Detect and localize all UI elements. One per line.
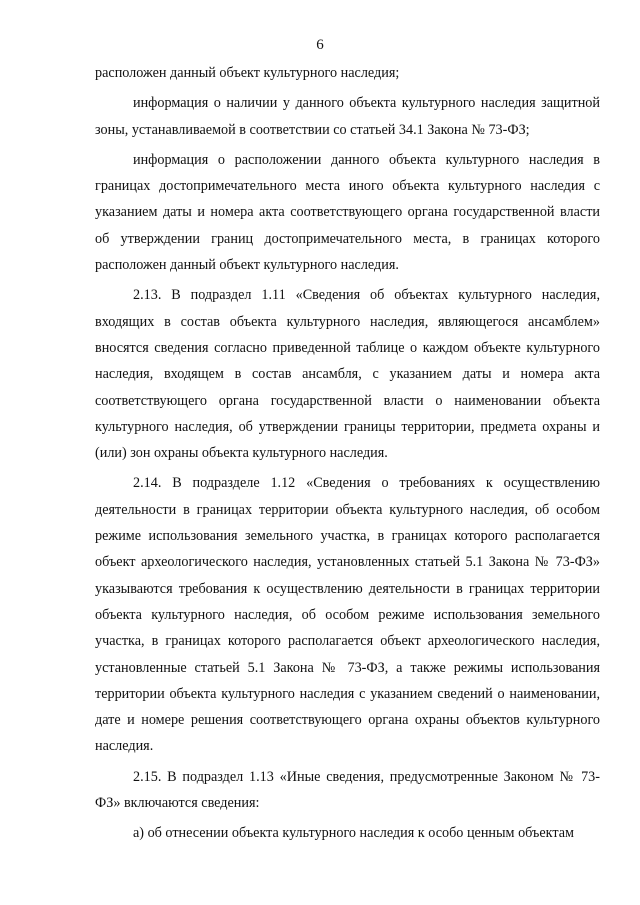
- document-body: [95, 60, 600, 847]
- paragraph-object-location: расположен данный объект культурного наследия;: [95, 65, 400, 81]
- paragraph-item-a: а) об отнесении объекта культурного наследия к особо ценным объектам: [133, 825, 575, 842]
- paragraph-2-14: 2.14. В подразделе 1.12 «Сведения о требованиях к осуществлению деятельности в границах территории объекта культурного наследия, об особом режиме использования земельного участка, в границах которого располагается объект археологического наследия, установленных статьей 5.1 Закона № 73-ФЗ» указываются требования к осуществлению деятельности в границах территории объекта культурного наследия, об особом режиме использования земельного участка, в границах которого располагается объект археологического наследия, установленные статьей 5.1 Закона № 73-ФЗ, а также режимы использования территории объекта культурного наследия с указанием сведений о наименовании, дате и номере решения соответствующего органа охраны объектов культурного наследия.: [95, 475, 600, 755]
- paragraph-landmark-location: информация о расположении данного объекта культурного наследия в границах достопримечательного места иного объекта культурного наследия с указанием даты и номера акта соответствующего органа государственной власти об утверждении границ достопримечательного места, в границах которого расположен данный объект культурного наследия.: [95, 151, 600, 274]
- paragraph-protective-zone: информация о наличии у данного объекта культурного наследия защитной зоны, устанавливаемой в соответствии со статьей 34.1 Закона № 73-ФЗ;: [95, 95, 600, 138]
- paragraph-2-15: 2.15. В подраздел 1.13 «Иные сведения, предусмотренные Законом № 73-ФЗ» включаются сведения:: [95, 768, 600, 812]
- page-number: 6: [316, 37, 324, 53]
- paragraph-2-13: 2.13. В подраздел 1.11 «Сведения об объектах культурного наследия, входящих в состав объекта культурного наследия, являющегося ансамблем» вносятся сведения согласно приведенной таблице о каждом объекте культурного наследия, входящем в состав ансамбля, с указанием даты и номера акта соответствующего органа государственной власти о наименовании объекта культурного наследия, об утверждении границы территории, предмета охраны и (или) зон охраны объекта культурного наследия.: [95, 287, 600, 462]
